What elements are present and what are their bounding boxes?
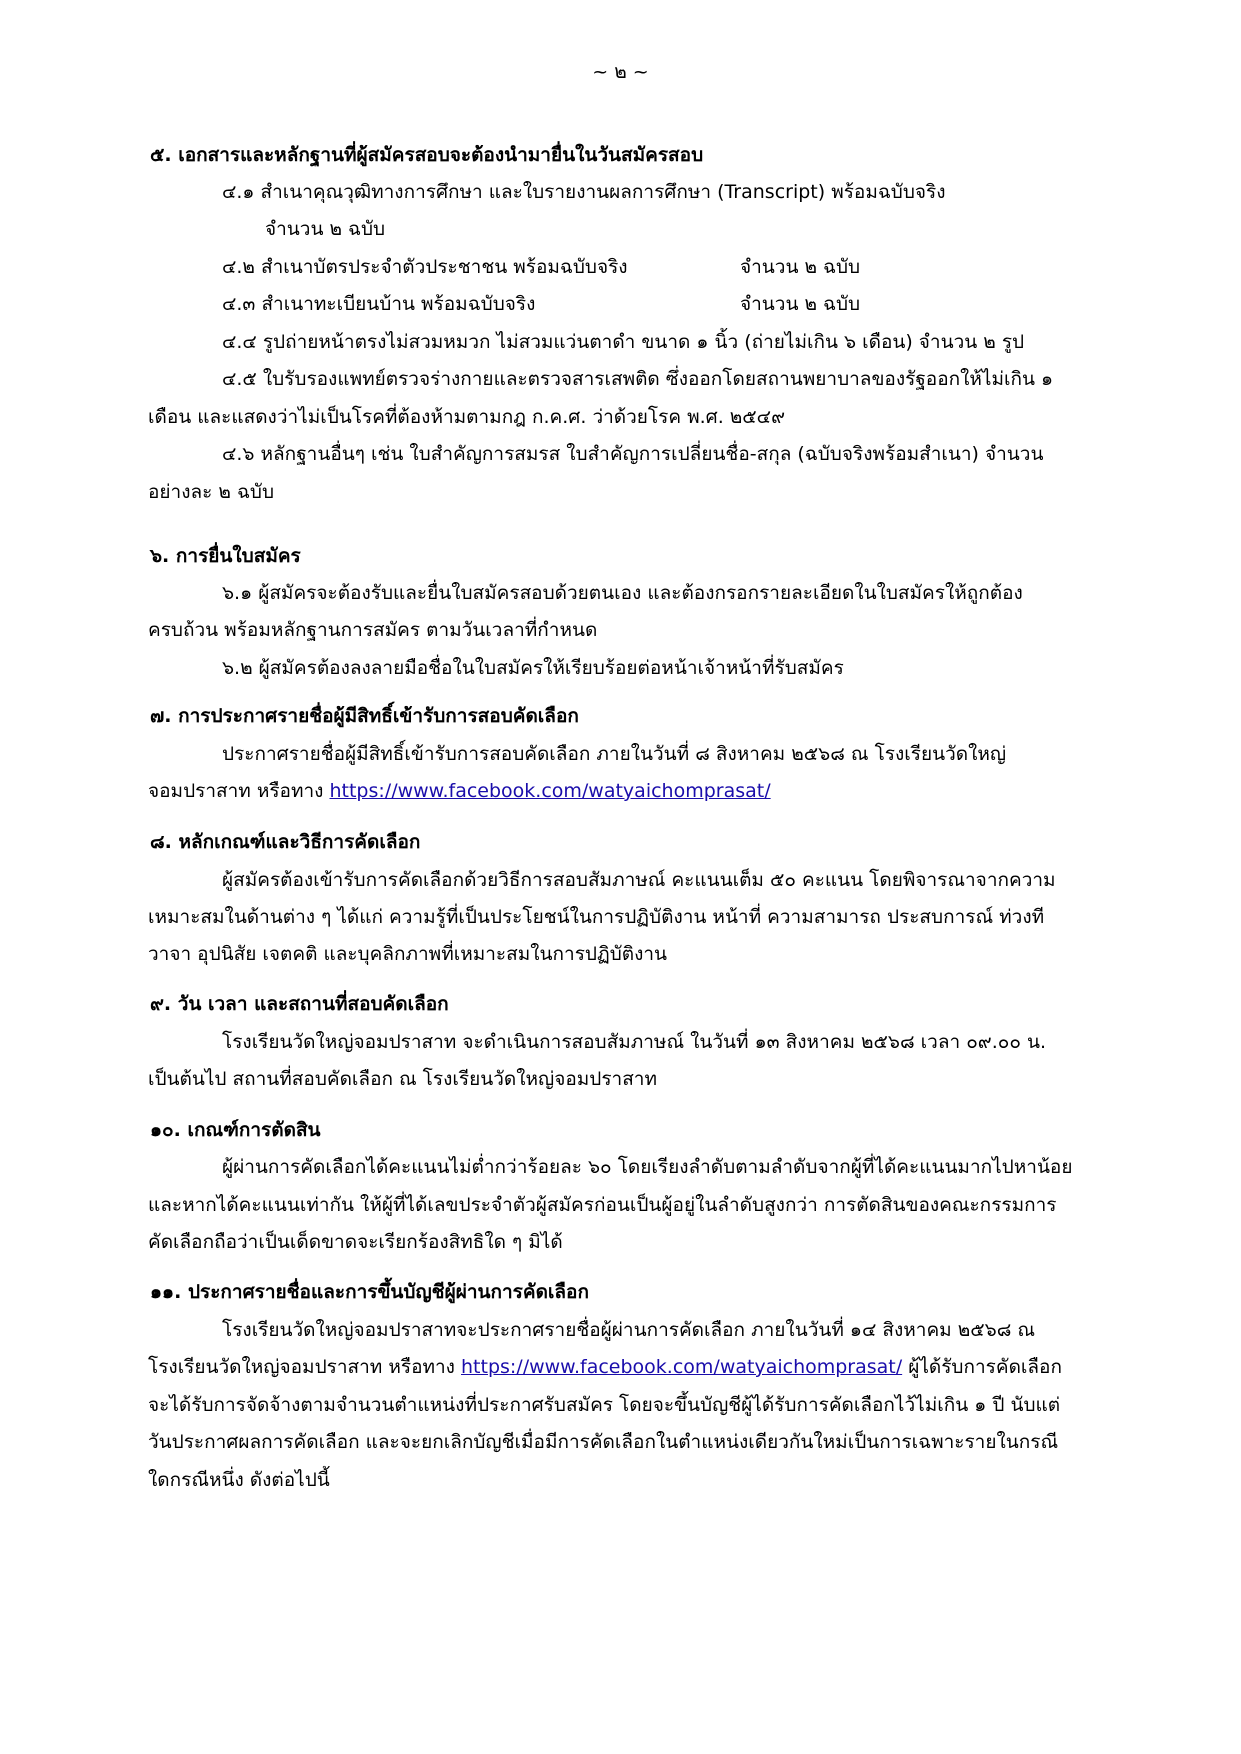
facebook-link[interactable]: https://www.facebook.com/watyaichomprasat/ xyxy=(461,1356,903,1378)
item-4-6: ๔.๖ หลักฐานอื่นๆ เช่น ใบสำคัญการสมรส ใบสำคัญการเปลี่ยนชื่อ-สกุล (ฉบับจริงพร้อมสำเนา) จำนวน xyxy=(222,443,1044,465)
para-11-line-5: ใดกรณีหนึ่ง ดังต่อไปนี้ xyxy=(148,1469,330,1491)
para-11-line-4: วันประกาศผลการคัดเลือก และจะยกเลิกบัญชีเมื่อมีการคัดเลือกในตำแหน่งเดียวกันใหม่เป็นการเฉพาะรายในกรณี xyxy=(148,1431,1059,1453)
para-8-line-2: เหมาะสมในด้านต่าง ๆ ได้แก่ ความรู้ที่เป็นประโยชน์ในการปฏิบัติงาน หน้าที่ ความสามารถ ประสบการณ์ ท่วงที xyxy=(148,906,1045,928)
para-7-line-1: ประกาศรายชื่อผู้มีสิทธิ์เข้ารับการสอบคัดเลือก ภายในวันที่ ๘ สิงหาคม ๒๕๖๘ ณ โรงเรียนวัดใหญ่ xyxy=(222,743,1007,765)
heading-section-6: ๖. การยื่นใบสมัคร xyxy=(150,545,301,567)
heading-section-5: ๕. เอกสารและหลักฐานที่ผู้สมัครสอบจะต้องนำมายื่นในวันสมัครสอบ xyxy=(150,144,704,166)
para-9-line-2: เป็นต้นไป สถานที่สอบคัดเลือก ณ โรงเรียนวัดใหญ่จอมปราสาท xyxy=(148,1068,657,1090)
item-4-4: ๔.๔ รูปถ่ายหน้าตรงไม่สวมหมวก ไม่สวมแว่นตาดำ ขนาด ๑ นิ้ว (ถ่ายไม่เกิน ๖ เดือน) จำนวน ๒ รูป xyxy=(222,331,1025,353)
para-11-text-after: ผู้ได้รับการคัดเลือก xyxy=(902,1356,1062,1378)
para-9-line-1: โรงเรียนวัดใหญ่จอมปราสาท จะดำเนินการสอบสัมภาษณ์ ในวันที่ ๑๓ สิงหาคม ๒๕๖๘ เวลา ๐๙.๐๐ น. xyxy=(222,1031,1047,1053)
para-8-line-3: วาจา อุปนิสัย เจตคติ และบุคลิกภาพที่เหมาะสมในการปฏิบัติงาน xyxy=(148,943,668,965)
item-4-1: ๔.๑ สำเนาคุณวุฒิทางการศึกษา และใบรายงานผลการศึกษา (Transcript) พร้อมฉบับจริง xyxy=(222,181,946,203)
para-7-text: จอมปราสาท หรือทาง xyxy=(148,780,330,802)
para-10-line-3: คัดเลือกถือว่าเป็นเด็ดขาดจะเรียกร้องสิทธิใด ๆ มิได้ xyxy=(148,1231,563,1253)
heading-section-11: ๑๑. ประกาศรายชื่อและการขึ้นบัญชีผู้ผ่านการคัดเลือก xyxy=(150,1281,589,1303)
heading-section-8: ๘. หลักเกณฑ์และวิธีการคัดเลือก xyxy=(150,831,421,853)
item-4-2: ๔.๒ สำเนาบัตรประจำตัวประชาชน พร้อมฉบับจริง xyxy=(222,256,628,278)
facebook-link[interactable]: https://www.facebook.com/watyaichomprasat/ xyxy=(329,780,771,802)
para-11-line-3: จะได้รับการจัดจ้างตามจำนวนตำแหน่งที่ประกาศรับสมัคร โดยจะขึ้นบัญชีผู้ได้รับการคัดเลือกไว้ไม่เกิน ๑ ปี นับแต่ xyxy=(148,1394,1061,1416)
heading-section-9: ๙. วัน เวลา และสถานที่สอบคัดเลือก xyxy=(150,993,449,1015)
item-4-2-count: จำนวน ๒ ฉบับ xyxy=(740,256,861,278)
item-4-6-cont: อย่างละ ๒ ฉบับ xyxy=(148,481,275,503)
item-6-1: ๖.๑ ผู้สมัครจะต้องรับและยื่นใบสมัครสอบด้วยตนเอง และต้องกรอกรายละเอียดในใบสมัครให้ถูกต้อง xyxy=(222,582,1023,604)
para-7-line-2 xyxy=(148,778,771,804)
item-6-2: ๖.๒ ผู้สมัครต้องลงลายมือชื่อในใบสมัครให้เรียบร้อยต่อหน้าเจ้าหน้าที่รับสมัคร xyxy=(222,657,844,679)
para-11-line-2 xyxy=(148,1354,1062,1380)
heading-section-10: ๑๐. เกณฑ์การตัดสิน xyxy=(150,1119,321,1141)
para-10-line-2: และหากได้คะแนนเท่ากัน ให้ผู้ที่ได้เลขประจำตัวผู้สมัครก่อนเป็นผู้อยู่ในลำดับสูงกว่า การตัดสินของคณะกรรมการ xyxy=(148,1194,1057,1216)
item-4-3-count: จำนวน ๒ ฉบับ xyxy=(740,293,861,315)
item-6-1-cont: ครบถ้วน พร้อมหลักฐานการสมัคร ตามวันเวลาที่กำหนด xyxy=(148,619,598,641)
para-8-line-1: ผู้สมัครต้องเข้ารับการคัดเลือกด้วยวิธีการสอบสัมภาษณ์ คะแนนเต็ม ๕๐ คะแนน โดยพิจารณาจากความ xyxy=(222,869,1056,891)
para-11-text: โรงเรียนวัดใหญ่จอมปราสาท หรือทาง xyxy=(148,1356,461,1378)
item-4-3: ๔.๓ สำเนาทะเบียนบ้าน พร้อมฉบับจริง xyxy=(222,293,536,315)
para-11-line-1: โรงเรียนวัดใหญ่จอมปราสาทจะประกาศรายชื่อผู้ผ่านการคัดเลือก ภายในวันที่ ๑๔ สิงหาคม ๒๕๖๘ ณ xyxy=(222,1319,1036,1341)
heading-section-7: ๗. การประกาศรายชื่อผู้มีสิทธิ์เข้ารับการสอบคัดเลือก xyxy=(150,705,579,727)
item-4-5: ๔.๕ ใบรับรองแพทย์ตรวจร่างกายและตรวจสารเสพติด ซึ่งออกโดยสถานพยาบาลของรัฐออกให้ไม่เกิน ๑ xyxy=(222,368,1054,390)
para-10-line-1: ผู้ผ่านการคัดเลือกได้คะแนนไม่ต่ำกว่าร้อยละ ๖๐ โดยเรียงลำดับตามลำดับจากผู้ที่ได้คะแนนมากไปหาน้อย xyxy=(222,1156,1073,1178)
item-4-1-count: จำนวน ๒ ฉบับ xyxy=(265,218,386,240)
item-4-5-cont: เดือน และแสดงว่าไม่เป็นโรคที่ต้องห้ามตามกฎ ก.ค.ศ. ว่าด้วยโรค พ.ศ. ๒๕๔๙ xyxy=(148,406,785,428)
page-number: ~ ๒ ~ xyxy=(592,61,649,83)
